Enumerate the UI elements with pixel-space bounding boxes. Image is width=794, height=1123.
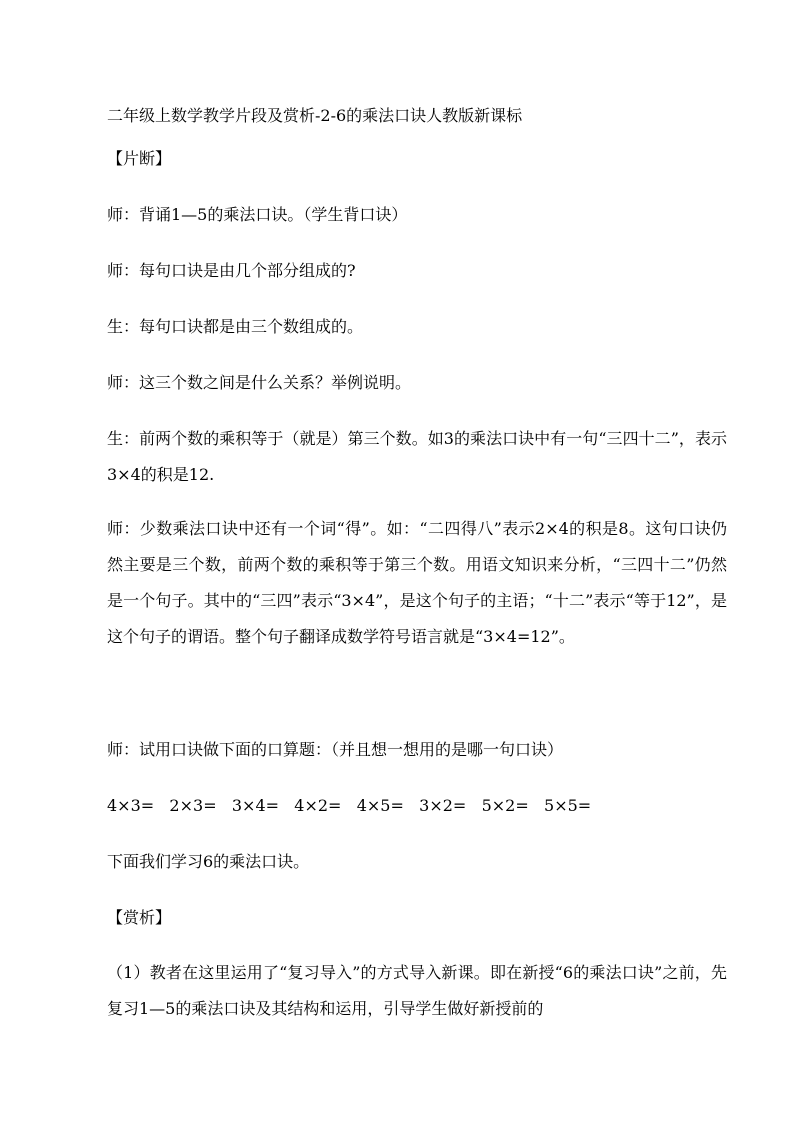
appreciation-paragraph-1: （1）教者在这里运用了“复习导入”的方式导入新课。即在新授“6的乘法口诀”之前，先复习1—5的乘法口诀及其结构和运用，引导学生做好新授前的 — [107, 963, 727, 1018]
dialogue-line-1: 师：背诵1—5的乘法口诀。（学生背口诀） — [107, 205, 408, 224]
section-heading-appreciation: 【赏析】 — [107, 908, 172, 927]
teacher-explanation-paragraph: 师：少数乘法口诀中还有一个词“得”。如：“二四得八”表示2×4的积是8。这句口诀仍然主要是三个数，前两个数的乘积等于第三个数。用语文知识来分析，“三四十二”仍然是一个句子。其中的“三四”表示“3×4”，是这个句子的主语；“十二”表示“等于12”，是这个句子的谓语。整个句子翻译成数学符号语言就是“3×4=12”。 — [107, 519, 727, 646]
section-heading-fragment: 【片断】 — [107, 149, 172, 168]
document-title: 二年级上数学教学片段及赏析-2-6的乘法口诀人教版新课标 — [107, 106, 523, 125]
dialogue-line-2: 师：每句口诀是由几个部分组成的? — [107, 261, 356, 280]
student-answer-paragraph: 生：前两个数的乘积等于（就是）第三个数。如3的乘法口诀中有一句“三四十二”，表示3×4的积是12. — [107, 429, 727, 484]
teacher-exercise-prompt: 师：试用口诀做下面的口算题：（并且想一想用的是哪一句口诀） — [107, 740, 564, 759]
next-lesson-line: 下面我们学习6的乘法口诀。 — [107, 852, 310, 871]
dialogue-line-4: 师：这三个数之间是什么关系？举例说明。 — [107, 373, 412, 392]
dialogue-line-3: 生：每句口诀都是由三个数组成的。 — [107, 317, 364, 336]
exercise-list: 4×3= 2×3= 3×4= 4×2= 4×5= 3×2= 5×2= 5×5= — [107, 796, 592, 815]
